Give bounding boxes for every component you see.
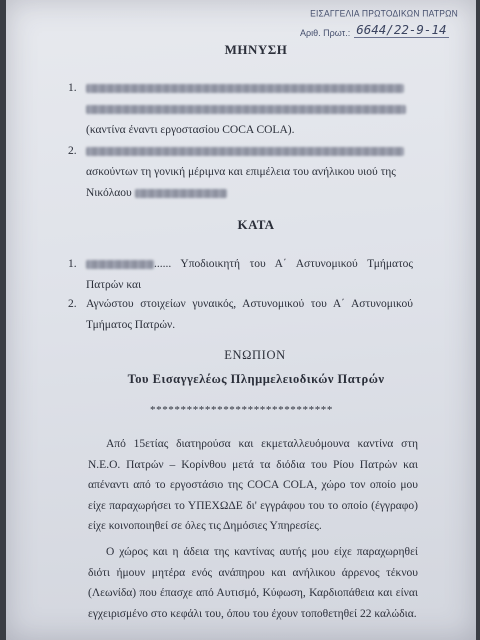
against-heading: ΚΑΤΑ bbox=[237, 217, 275, 232]
paragraph-1-text: Από 15ετίας διατηρούσα και εκμεταλλευόμουνα καντίνα στη Ν.Ε.Ο. Πατρών – Κορίνθου μετά τα διόδια του Ρίου Πατρών και απέναντι από το εργοστάσιο της COCA COLA, χώρο τον οποίο μου είχε παραχωρήσει το ΥΠΕΧΩΔΕ δι' εγγράφου του το οποίο (έγγραφο) είχε κοινοποιηθεί σε όλες τις Δημόσιες Υπηρεσίες. bbox=[88, 438, 418, 532]
separator: ****************************** bbox=[150, 404, 333, 416]
body-paragraph-1 bbox=[88, 434, 418, 537]
stamp-protocol-label: Αριθ. Πρωτ.: bbox=[300, 28, 351, 38]
redacted-name bbox=[86, 260, 154, 269]
redacted-surname bbox=[135, 189, 227, 198]
defendant-1-text: ...... Υποδιοικητή του Α΄ Αστυνομικού Τμήματος Πατρών και bbox=[86, 258, 413, 291]
plaintiff-2 bbox=[68, 141, 413, 204]
body-paragraph-2 bbox=[88, 542, 418, 624]
defendant-2 bbox=[68, 294, 413, 336]
document-page bbox=[6, 0, 476, 640]
paragraph-2-text: Ο χώρος και η άδεια της καντίνας αυτής μου είχε παραχωρηθεί διότι ήμουν μητέρα ενός ανάπηρου και ανήλικου άρρενος τέκνου (Λεωνίδα) που έπασχε από Αυτισμό, Κύφωση, Καρδιοπάθεια και είναι εγχειρισμένο στο κεφάλι του, όπου του έχουν τοποθετηθεί 22 καλώδια. bbox=[88, 546, 418, 620]
defendant-2-number: 2. bbox=[68, 298, 77, 310]
redacted-name bbox=[86, 147, 404, 156]
stamp-office: ΕΙΣΑΓΓΕΛΙΑ ΠΡΩΤΟΔΙΚΩΝ ΠΑΤΡΩΝ bbox=[310, 7, 458, 19]
defendant-1 bbox=[68, 254, 413, 296]
before-heading: ΕΝΩΠΙΟΝ bbox=[224, 348, 286, 362]
protocol-stamp bbox=[300, 8, 458, 38]
document-title: ΜΗΝΥΣΗ bbox=[224, 42, 288, 57]
plaintiff-1-text: (καντίνα έναντι εργοστασίου COCA COLA). bbox=[86, 124, 295, 136]
plaintiff-1 bbox=[68, 78, 413, 141]
plaintiff-2-text-line1: ασκούντων τη γονική μέριμνα και επιμέλεια του ανήλικου υιού της bbox=[86, 166, 396, 178]
redacted-name bbox=[86, 84, 404, 93]
plaintiff-2-number: 2. bbox=[68, 145, 77, 157]
stamp-protocol-number: 6644/22-9-14 bbox=[356, 22, 447, 37]
redacted-address bbox=[86, 105, 406, 114]
plaintiff-2-text-line2: Νικόλαου bbox=[86, 187, 132, 199]
prosecutor-title: Του Εισαγγελέως Πλημμελειοδικών Πατρών bbox=[127, 372, 385, 386]
defendant-2-text: Αγνώστου στοιχείων γυναικός, Αστυνομικού του Α΄ Αστυνομικού Τμήματος Πατρών. bbox=[86, 298, 413, 331]
plaintiff-1-number: 1. bbox=[68, 82, 77, 94]
defendant-1-number: 1. bbox=[68, 258, 77, 270]
